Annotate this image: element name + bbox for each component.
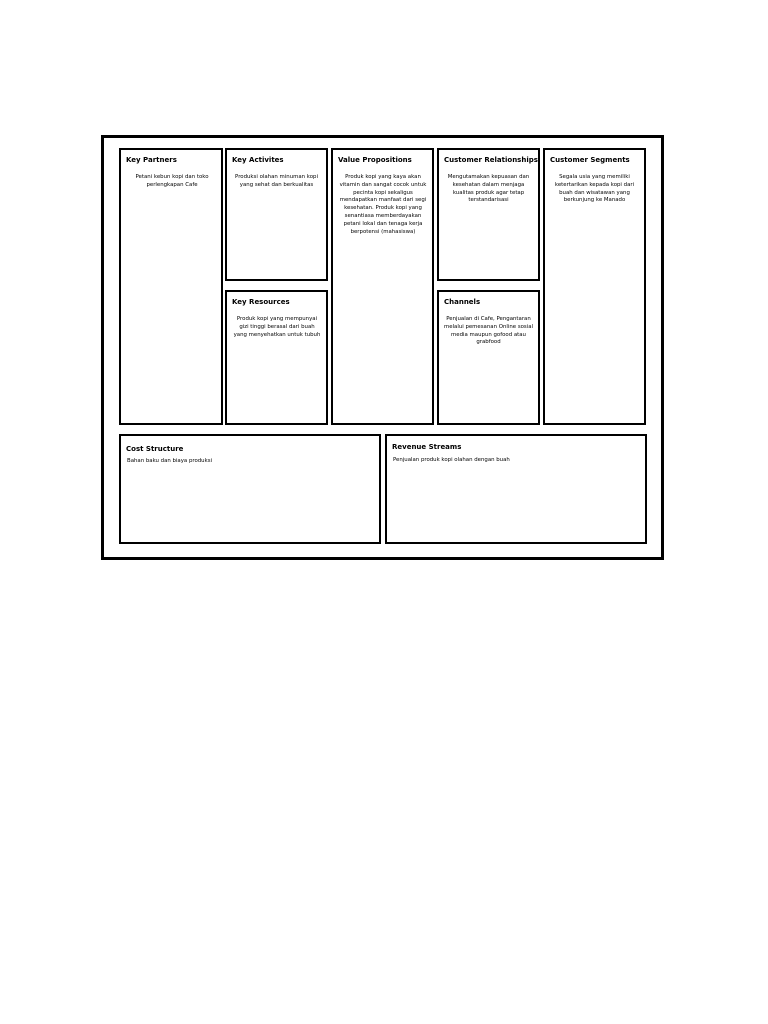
channels-title: Channels bbox=[444, 298, 481, 306]
key-activities-text: Produksi olahan minuman kopi yang sehat dan berkualitas bbox=[235, 174, 318, 188]
revenue-streams-title: Revenue Streams bbox=[392, 443, 462, 451]
key-partners-box bbox=[119, 148, 223, 425]
cost-structure-box bbox=[119, 434, 381, 544]
key-activities-title: Key Activites bbox=[232, 156, 284, 164]
value-propositions-box bbox=[331, 148, 434, 425]
customer-relationships-title: Customer Relationships bbox=[444, 156, 538, 164]
revenue-streams-box bbox=[385, 434, 647, 544]
channels-text: Penjualan di Cafe, Pengantaran melalui pemesanan Online sosial media maupun gofood atau grabfood bbox=[443, 316, 534, 346]
cost-structure-text: Bahan baku dan biaya produksi bbox=[127, 458, 213, 464]
key-resources-box bbox=[225, 290, 328, 425]
customer-segments-text: Segala usia yang memiliki ketertarikan kepada kopi dari buah dan wisatawan yang berkunjung ke Manado bbox=[554, 174, 635, 204]
value-propositions-text: Produk kopi yang kaya akan vitamin dan sangat cocok untuk pecinta kopi sekaligus mendapatkan manfaat dari segi kesehatan. Produk kopi yang senantiasa memberdayakan petani lokal dan tenaga kerja berpotensi (mahasiswa) bbox=[339, 174, 427, 235]
value-propositions-title: Value Propositions bbox=[338, 156, 412, 164]
key-resources-text: Produk kopi yang mempunyai gizi tinggi berasal dari buah yang menyehatkan untuk tubuh bbox=[233, 316, 321, 338]
customer-relationships-box bbox=[437, 148, 540, 281]
key-partners-text: Petani kebun kopi dan toko perlengkapan Cafe bbox=[135, 174, 209, 188]
business-model-canvas bbox=[101, 135, 664, 560]
key-resources-title: Key Resources bbox=[232, 298, 290, 306]
customer-relationships-text: Mengutamakan kepuasan dan kesehatan dalam menjaga kualitas produk agar tetap terstandarisasi bbox=[447, 174, 530, 204]
customer-segments-title: Customer Segments bbox=[550, 156, 630, 164]
cost-structure-title: Cost Structure bbox=[126, 445, 184, 453]
key-partners-title: Key Partners bbox=[126, 156, 177, 164]
key-activities-box bbox=[225, 148, 328, 281]
revenue-streams-text: Penjualan produk kopi olahan dengan buah bbox=[393, 457, 510, 463]
channels-box bbox=[437, 290, 540, 425]
customer-segments-box bbox=[543, 148, 646, 425]
